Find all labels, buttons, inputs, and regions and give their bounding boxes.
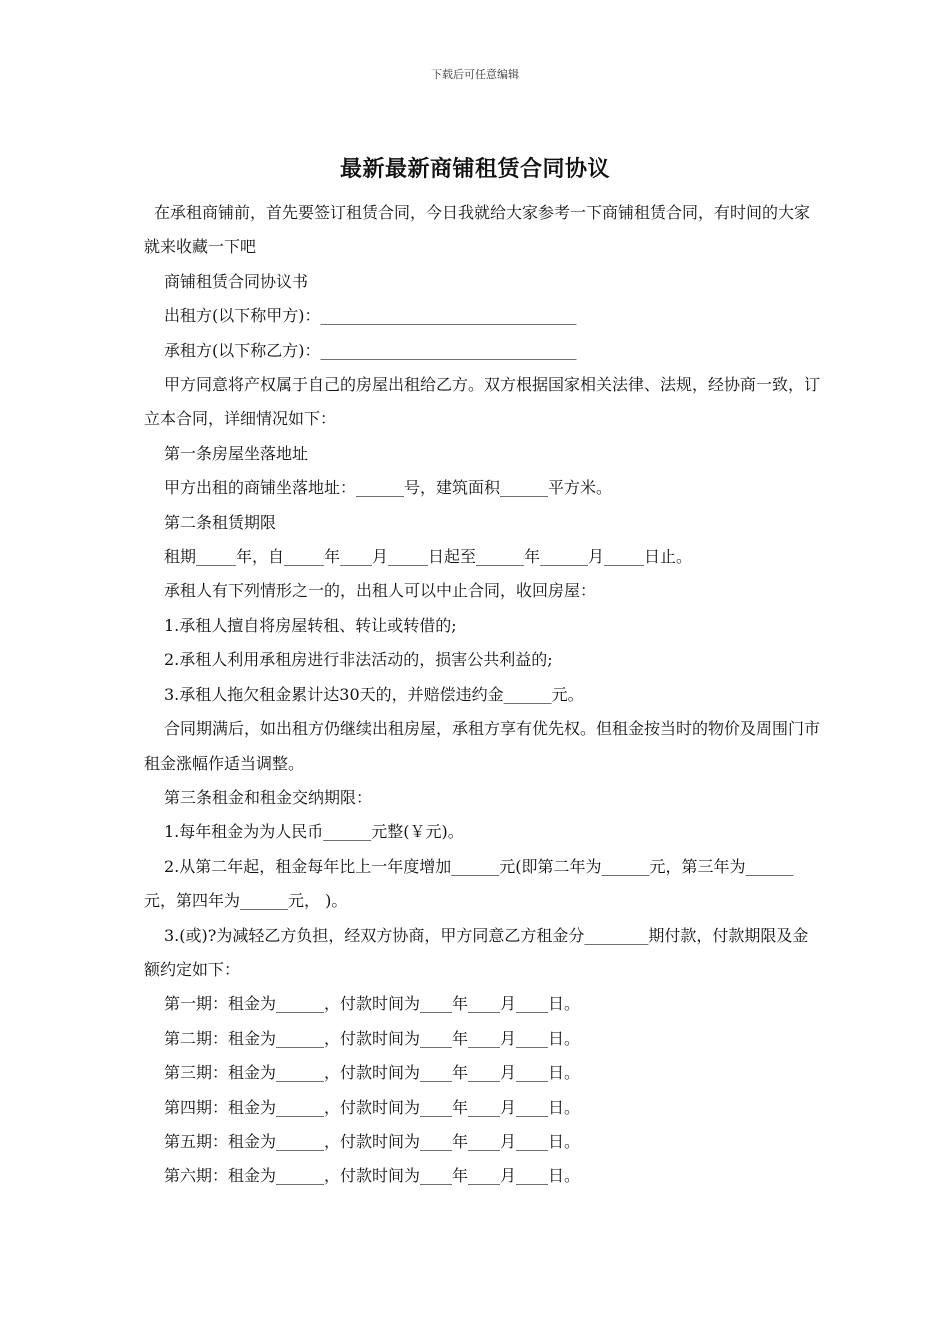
address-line: 甲方出租的商铺坐落地址：______号，建筑面积______平方米。 (164, 478, 613, 498)
document-body (144, 196, 824, 1194)
rent-item-2: 2.从第二年起，租金每年比上一年度增加______元(即第二年为______元，第三年为______元，第四年为______元， )。 (144, 856, 794, 911)
lessor-line: 出租方(以下称甲方)：________________________________ (164, 306, 577, 326)
termination-item-2: 2.承租人利用承租房进行非法活动的，损害公共利益的; (164, 650, 553, 670)
term-line: 租期_____年，自_____年____月_____日起至______年______月_____日止。 (164, 547, 693, 567)
article-2-heading: 第二条租赁期限 (164, 512, 277, 532)
intro-paragraph: 在承租商铺前，首先要签订租赁合同，今日我就给大家参考一下商铺租赁合同，有时间的大家就来收藏一下吧 (144, 203, 811, 257)
installment-2: 第二期：租金为______，付款时间为____年____月____日。 (164, 1028, 581, 1048)
installment-4: 第四期：租金为______，付款时间为____年____月____日。 (164, 1097, 581, 1117)
rent-item-1: 1.每年租金为为人民币______元整(￥元)。 (164, 822, 464, 842)
article-3-heading: 第三条租金和租金交纳期限： (164, 787, 373, 807)
installment-3: 第三期：租金为______，付款时间为____年____月____日。 (164, 1063, 581, 1083)
termination-intro: 承租人有下列情形之一的，出租人可以中止合同，收回房屋： (164, 581, 597, 601)
lessee-line: 承租方(以下称乙方)：________________________________ (164, 340, 577, 360)
preamble-paragraph: 甲方同意将产权属于自己的房屋出租给乙方。双方根据国家相关法律、法规，经协商一致，订立本合同，详细情况如下： (144, 375, 821, 429)
rent-item-3: 3.(或)?为减轻乙方负担，经双方协商，甲方同意乙方租金分________期付款，付款期限及金额约定如下： (144, 925, 809, 979)
header-note: 下载后可任意编辑 (431, 68, 519, 81)
termination-item-3: 3.承租人拖欠租金累计达30天的，并赔偿违约金______元。 (164, 684, 584, 704)
installment-5: 第五期：租金为______，付款时间为____年____月____日。 (164, 1131, 581, 1151)
installment-1: 第一期：租金为______，付款时间为____年____月____日。 (164, 994, 581, 1014)
agreement-heading: 商铺租赁合同协议书 (164, 271, 309, 291)
installment-6: 第六期：租金为______，付款时间为____年____月____日。 (164, 1166, 581, 1186)
article-1-heading: 第一条房屋坐落地址 (164, 443, 309, 463)
document-title: 最新最新商铺租赁合同协议 (339, 156, 610, 182)
renewal-paragraph: 合同期满后，如出租方仍继续出租房屋，承租方享有优先权。但租金按当时的物价及周围门市租金涨幅作适当调整。 (144, 719, 821, 773)
termination-item-1: 1.承租人擅自将房屋转租、转让或转借的; (164, 615, 457, 635)
